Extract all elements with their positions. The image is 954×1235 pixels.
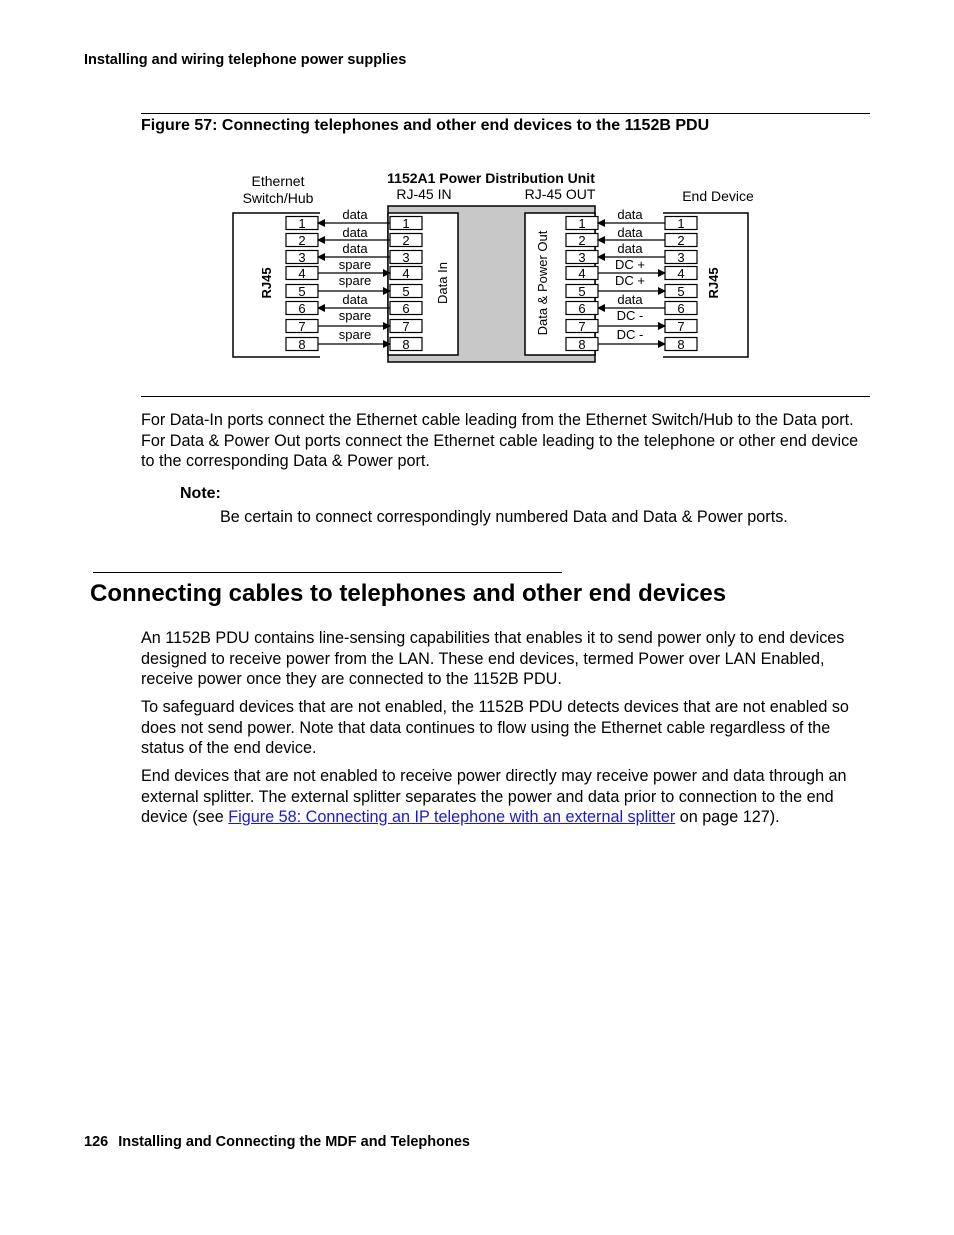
page-number: 126 [84,1134,109,1150]
line-sensing-paragraph: An 1152B PDU contains line-sensing capabilities that enables it to send power only to end devices designed to receive power from the LAN. These end devices, termed Power over LAN Enabled, receive power once they are connected to the 1152B PDU. [141,629,845,688]
left-signal-label: spare [338,308,372,323]
left-signal-label: spare [338,257,372,272]
right-signal-label: DC + [615,273,645,288]
pin-number: 6 [298,301,306,316]
pin-number: 1 [677,216,685,231]
page-footer [84,1134,470,1150]
data-in-label: Data In [435,262,450,304]
pin-number: 5 [578,284,586,299]
pin-number: 3 [677,250,685,265]
right-signal-label: data [617,292,643,307]
left-signal-label: data [342,292,368,307]
pin-number: 7 [578,319,586,334]
pin-number: 3 [298,250,306,265]
pin-number: 2 [578,233,586,248]
wiring-diagram [0,0,954,400]
safeguard-paragraph: To safeguard devices that are not enabled, the 1152B PDU detects devices that are not enabled so does not send power. Note that data continues to flow using the Ethernet cable regardless of the status of the end device. [141,698,849,757]
pin-number: 7 [402,319,410,334]
data-in-paragraph: For Data-In ports connect the Ethernet cable leading from the Ethernet Switch/Hub to the Data port. For Data & Power Out ports connect the Ethernet cable leading to the telephone or other end device to the corresponding Data & Power port. [141,411,859,470]
figure-58-link[interactable]: Figure 58: Connecting an IP telephone with an external splitter [228,808,676,826]
left-signal-label: spare [338,327,372,342]
right-signal-label: data [617,241,643,256]
pin-number: 5 [298,284,306,299]
pin-number: 1 [578,216,586,231]
pin-number: 6 [677,301,685,316]
pin-number: 2 [677,233,685,248]
right-signal-label: data [617,225,643,240]
pin-number: 8 [677,337,685,352]
left-signal-label: data [342,207,368,222]
running-header: Installing and wiring telephone power supplies [84,52,407,68]
pin-number: 5 [677,284,685,299]
right-rj45-label: RJ45 [706,267,721,299]
splitter-text-after: on page 127). [675,808,780,826]
right-signal-label: DC - [616,327,644,342]
pin-number: 4 [298,266,306,281]
pin-number: 1 [402,216,410,231]
data-power-out-label: Data & Power Out [535,230,550,336]
pin-number: 3 [578,250,586,265]
pin-number: 8 [402,337,410,352]
pin-number: 6 [402,301,410,316]
section-rule [93,572,562,573]
pin-number: 8 [578,337,586,352]
pin-number: 2 [298,233,306,248]
pin-number: 4 [402,266,410,281]
figure-caption: Figure 57: Connecting telephones and other end devices to the 1152B PDU [141,117,710,134]
left-device-label-2: Switch/Hub [242,190,314,206]
pin-number: 7 [298,319,306,334]
left-signal-label: data [342,241,368,256]
rj45-in-label: RJ-45 IN [396,186,452,202]
pin-number: 8 [298,337,306,352]
note-text: Be certain to connect correspondingly numbered Data and Data & Power ports. [220,508,788,526]
section-heading: Connecting cables to telephones and other end devices [90,580,727,607]
pin-number: 4 [677,266,685,281]
left-rj45-label: RJ45 [259,267,274,299]
right-signal-label: DC + [615,257,645,272]
left-signal-label: spare [338,273,372,288]
pin-number: 7 [677,319,685,334]
pin-number: 3 [402,250,410,265]
pin-number: 4 [578,266,586,281]
pin-number: 6 [578,301,586,316]
pin-number: 2 [402,233,410,248]
pin-number: 1 [298,216,306,231]
pdu-title: 1152A1 Power Distribution Unit [387,170,595,186]
footer-title: Installing and Connecting the MDF and Telephones [118,1134,470,1150]
splitter-paragraph [141,766,863,828]
rj45-out-label: RJ-45 OUT [524,186,596,202]
left-device-label-1: Ethernet [251,173,305,189]
left-signal-label: data [342,225,368,240]
splitter-text-before: End devices that are not enabled to receive power directly may receive power and data through an external splitter. The external splitter separates the power and data prior to connection to the end device (see [141,767,847,826]
right-signal-label: DC - [616,308,644,323]
note-label: Note: [180,485,221,502]
figure-bottom-rule [141,396,870,397]
right-signal-label: data [617,207,643,222]
pin-number: 5 [402,284,410,299]
right-device-label: End Device [682,188,754,204]
